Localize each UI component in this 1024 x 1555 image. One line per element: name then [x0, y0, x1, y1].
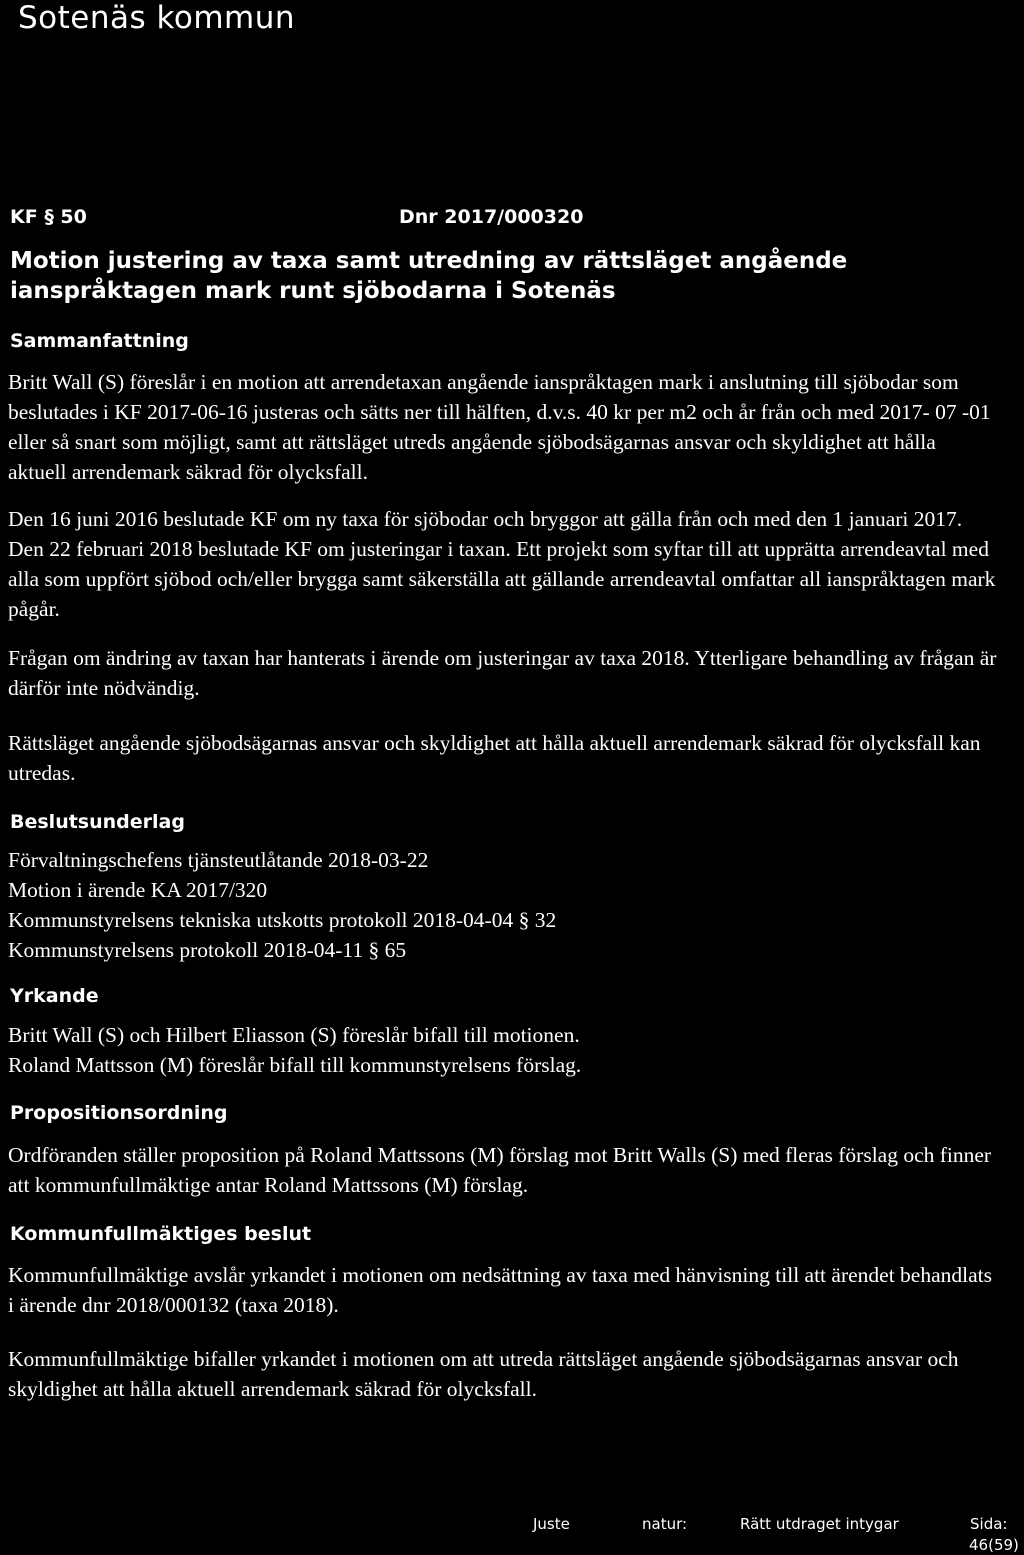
proposition-paragraph: Ordföranden ställer proposition på Roland Mattssons (M) förslag mot Britt Walls (S) med fleras förslag och finner att kommunfullmäktige antar Roland Mattssons (M) förslag.	[8, 1143, 992, 1197]
heading-yrkande: Yrkande	[10, 985, 99, 1007]
footer-page-number: 46(59)	[969, 1536, 1019, 1554]
decision-paragraph-1: Kommunfullmäktige avslår yrkandet i motionen om nedsättning av taxa med hänvisning till att ärendet behandlats i ärende dnr 2018/000132 (taxa 2018).	[8, 1263, 992, 1317]
decision-paragraph-2: Kommunfullmäktige bifaller yrkandet i motionen om att utreda rättsläget angående sjöbodsägarnas ansvar och skyldighet att hålla aktuell arrendemark säkrad för olycksfall.	[8, 1347, 959, 1401]
footer-natur-label: natur:	[642, 1515, 688, 1533]
organization-name: Sotenäs kommun	[18, 0, 296, 36]
footer-certified-extract: Rätt utdraget intygar	[740, 1515, 899, 1533]
footer-juste-label: Juste	[533, 1515, 570, 1533]
heading-beslutsunderlag: Beslutsunderlag	[10, 811, 185, 833]
case-number: Dnr 2017/000320	[399, 206, 584, 228]
decision-basis-item: Kommunstyrelsens tekniska utskotts protokoll 2018-04-04 § 32	[8, 908, 557, 932]
decision-basis-item: Förvaltningschefens tjänsteutlåtande 2018-03-22	[8, 848, 429, 872]
motion-item: Roland Mattsson (M) föreslår bifall till kommunstyrelsens förslag.	[8, 1053, 582, 1077]
summary-paragraph-1: Britt Wall (S) föreslår i en motion att arrendetaxan angående ianspråktagen mark i anslutning till sjöbodar som beslutades i KF 2017-06-16 justeras och sätts ner till hälften, d.v.s. 40 kr per m2 och år från och med 2017- 07 -01 eller så snart som möjligt, samt att rättsläget utreds angående sjöbodsägarnas ansvar och skyldighet att hålla aktuell arrendemark säkrad för olycksfall.	[8, 370, 991, 484]
paragraph-reference: KF § 50	[10, 206, 87, 228]
decision-basis-item: Kommunstyrelsens protokoll 2018-04-11 § 65	[8, 938, 407, 962]
footer-page-label: Sida:	[970, 1515, 1008, 1533]
summary-paragraph-4: Rättsläget angående sjöbodsägarnas ansvar och skyldighet att hålla aktuell arrendemark säkrad för olycksfall kan utredas.	[8, 731, 981, 785]
document-title: Motion justering av taxa samt utredning av rättsläget angående ianspråktagen mark runt sjöbodarna i Sotenäs	[10, 248, 848, 304]
motions-list	[8, 1020, 998, 1080]
motion-item: Britt Wall (S) och Hilbert Eliasson (S) föreslår bifall till motionen.	[8, 1023, 580, 1047]
decision-basis-item: Motion i ärende KA 2017/320	[8, 878, 268, 902]
decision-basis-list	[8, 845, 998, 965]
summary-paragraph-2: Den 16 juni 2016 beslutade KF om ny taxa för sjöbodar och bryggor att gälla från och med den 1 januari 2017. Den 22 februari 2018 beslutade KF om justeringar i taxan. Ett projekt som syftar till att upprätta arrendeavtal med alla som uppfört sjöbod och/eller brygga samt säkerställa att gällande arrendeavtal omfattar all ianspråktagen mark pågår.	[8, 507, 996, 621]
heading-sammanfattning: Sammanfattning	[10, 330, 189, 352]
heading-kommunfullmaktiges-beslut: Kommunfullmäktiges beslut	[10, 1223, 312, 1245]
summary-paragraph-3: Frågan om ändring av taxan har hanterats i ärende om justeringar av taxa 2018. Ytterligare behandling av frågan är därför inte nödvändig.	[8, 646, 997, 700]
heading-propositionsordning: Propositionsordning	[10, 1102, 228, 1124]
